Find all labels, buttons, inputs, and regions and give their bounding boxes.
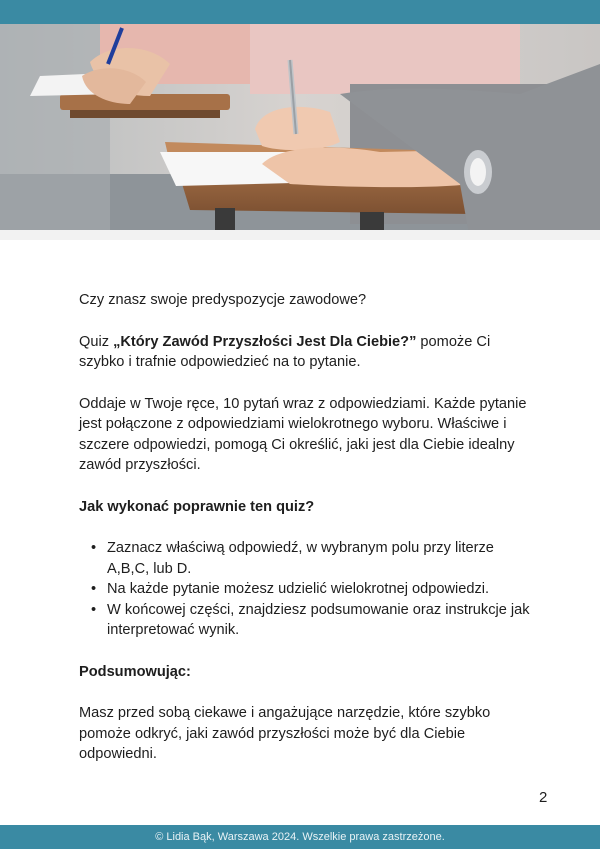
summary-text: Masz przed sobą ciekawe i angażujące narzędzie, które szybko pomoże odkryć, jaki zawód przyszłości może być dla Ciebie odpowiedni. <box>79 705 491 762</box>
main-content <box>79 290 539 765</box>
quiz-title: „Który Zawód Przyszłości Jest Dla Ciebie?” <box>113 333 417 350</box>
quiz-prefix: Quiz <box>79 333 114 350</box>
quiz-description: Oddaje w Twoje ręce, 10 pytań wraz z odpowiedziami. Każde pytanie jest połączone z odpowiedziami wielokrotnego wyboru. Właściwe i szczere odpowiedzi, pomogą Ci określić, jaki jest dla Ciebie idealny zawód przyszłości. <box>79 395 527 473</box>
top-accent-bar <box>0 0 600 24</box>
instructions-list <box>79 538 539 641</box>
quiz-suffix: pomoże Ci szybko i trafnie odpowiedzieć na to pytanie. <box>79 333 491 370</box>
quiz-intro-paragraph <box>79 332 539 373</box>
summary-heading: Podsumowując: <box>79 663 191 680</box>
footer-copyright: © Lidia Bąk, Warszawa 2024. Wszelkie prawa zastrzeżone. <box>0 825 600 849</box>
header-photo-students-writing-exam <box>0 24 600 240</box>
list-item: • Na każde pytanie możesz udzielić wielokrotnej odpowiedzi. <box>107 579 539 600</box>
page-number: 2 <box>539 789 548 806</box>
list-item: • Zaznacz właściwą odpowiedź, w wybranym polu przy literze A,B,C, lub D. <box>107 538 539 579</box>
intro-question: Czy znasz swoje predyspozycje zawodowe? <box>79 292 367 308</box>
instructions-heading: Jak wykonać poprawnie ten quiz? <box>79 498 315 515</box>
list-item: • W końcowej części, znajdziesz podsumowanie oraz instrukcje jak interpretować wynik. <box>107 600 539 641</box>
